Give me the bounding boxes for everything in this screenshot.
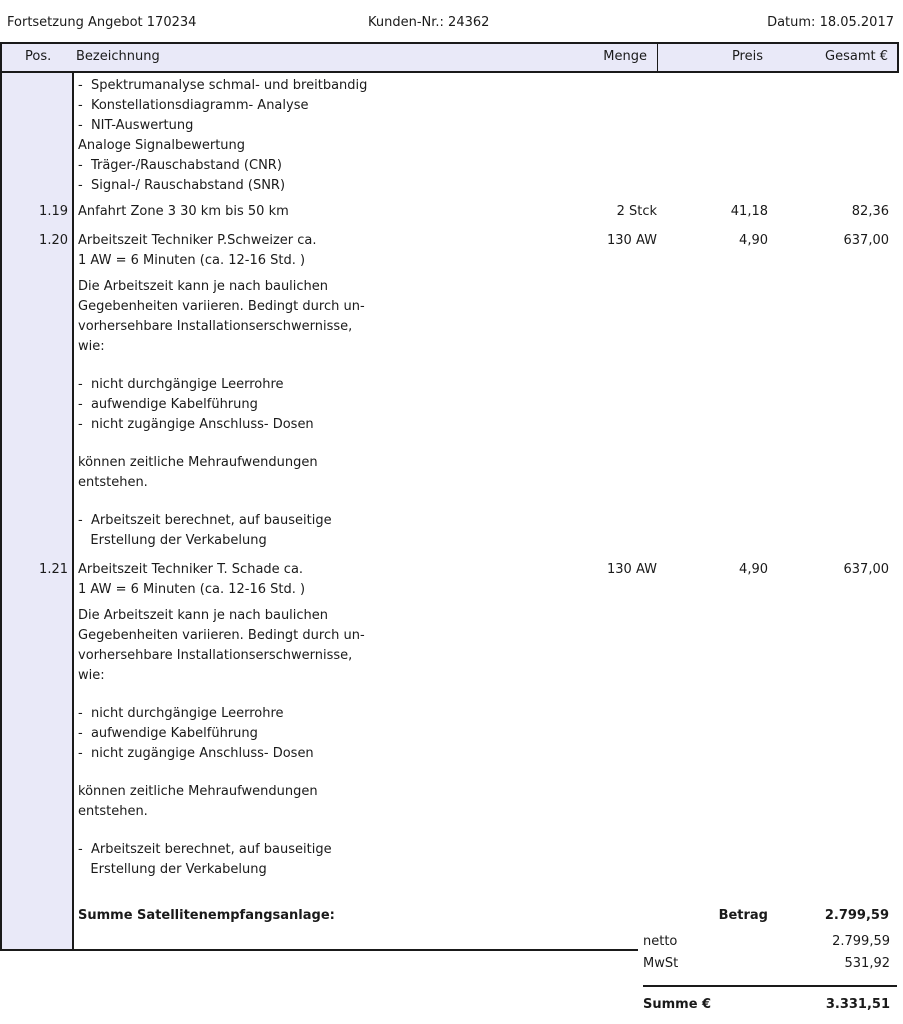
pos-number: 1.19 xyxy=(39,204,68,219)
description-paragraph xyxy=(78,704,903,764)
description-line: - nicht zugängige Anschluss- Dosen xyxy=(78,417,314,432)
total-cell: 637,00 xyxy=(843,562,889,577)
netto-label: netto xyxy=(643,934,678,949)
col-header-menge: Menge xyxy=(603,49,647,64)
description-line: Erstellung der Verkabelung xyxy=(78,862,267,877)
description-line: entstehen. xyxy=(78,804,148,819)
section-sum-row xyxy=(0,906,903,926)
qty-cell: 130 AW xyxy=(607,562,657,577)
description-line: wie: xyxy=(78,668,105,683)
betrag-label: Betrag xyxy=(718,908,768,923)
description-line: - nicht zugängige Anschluss- Dosen xyxy=(78,746,314,761)
description-line: Erstellung der Verkabelung xyxy=(78,533,267,548)
description-line: 1 AW = 6 Minuten (ca. 12-16 Std. ) xyxy=(78,253,306,268)
description-line: - Träger-/Rauschabstand (CNR) xyxy=(78,158,282,173)
table-body xyxy=(0,73,903,949)
description-line: - Spektrumanalyse schmal- und breitbandig xyxy=(78,78,368,93)
col-header-bezeichnung: Bezeichnung xyxy=(76,49,160,64)
total-cell: 82,36 xyxy=(851,204,889,219)
netto-row xyxy=(643,932,897,952)
item-first-line xyxy=(39,231,903,251)
description-paragraph xyxy=(78,375,903,435)
description-line: - NIT-Auswertung xyxy=(78,118,194,133)
price-cell: 41,18 xyxy=(730,204,768,219)
document-date: Datum: 18.05.2017 xyxy=(767,15,894,30)
description-line: Die Arbeitszeit kann je nach baulichen xyxy=(78,279,329,294)
item-description: Anfahrt Zone 3 30 km bis 50 km xyxy=(78,204,289,219)
table-rows xyxy=(0,76,903,880)
qty-cell: 2 Stck xyxy=(616,204,657,219)
description-paragraph xyxy=(78,606,903,686)
table-row xyxy=(0,202,903,222)
betrag-value: 2.799,59 xyxy=(824,908,889,923)
item-description: Arbeitszeit Techniker T. Schade ca. xyxy=(78,562,304,577)
description-line: Gegebenheiten variieren. Bedingt durch un- xyxy=(78,628,365,643)
description-line: wie: xyxy=(78,339,105,354)
table-bottom-border xyxy=(0,949,638,951)
table-row xyxy=(0,560,903,880)
section-sum-label: Summe Satellitenempfangsanlage: xyxy=(78,908,335,923)
qty-cell: 130 AW xyxy=(607,233,657,248)
item-first-line xyxy=(39,560,903,580)
col-header-gesamt: Gesamt € xyxy=(825,49,888,64)
description-line: - aufwendige Kabelführung xyxy=(78,397,258,412)
description-line: können zeitliche Mehraufwendungen xyxy=(78,455,318,470)
description-line: - nicht durchgängige Leerrohre xyxy=(78,377,284,392)
mwst-label: MwSt xyxy=(643,956,679,971)
description-line: entstehen. xyxy=(78,475,148,490)
description-line: - nicht durchgängige Leerrohre xyxy=(78,706,284,721)
description-paragraph xyxy=(78,782,903,822)
description-line: 1 AW = 6 Minuten (ca. 12-16 Std. ) xyxy=(78,582,306,597)
description-line: vorhersehbare Installationserschwernisse, xyxy=(78,648,353,663)
item-first-line xyxy=(39,202,903,222)
customer-number: Kunden-Nr.: 24362 xyxy=(368,15,490,30)
table-row xyxy=(0,231,903,551)
pos-number: 1.20 xyxy=(39,233,68,248)
document-header xyxy=(0,13,903,33)
total-cell: 637,00 xyxy=(843,233,889,248)
table-header-row xyxy=(0,42,899,73)
description-line: Analoge Signalbewertung xyxy=(78,138,246,153)
description-paragraph xyxy=(78,840,903,880)
description-paragraph xyxy=(78,453,903,493)
description-line: - Arbeitszeit berechnet, auf bauseitige xyxy=(78,842,332,857)
header-column-divider xyxy=(657,44,658,71)
continuation-title: Fortsetzung Angebot 170234 xyxy=(7,15,197,30)
description-line: vorhersehbare Installationserschwernisse, xyxy=(78,319,353,334)
grand-total-value: 3.331,51 xyxy=(825,997,890,1012)
grand-total-label: Summe € xyxy=(643,997,712,1012)
description-paragraph xyxy=(78,277,903,357)
price-cell: 4,90 xyxy=(739,233,768,248)
description-line: Die Arbeitszeit kann je nach baulichen xyxy=(78,608,329,623)
mwst-value: 531,92 xyxy=(844,956,890,971)
item-description: Arbeitszeit Techniker P.Schweizer ca. xyxy=(78,233,317,248)
netto-value: 2.799,59 xyxy=(832,934,890,949)
mwst-row xyxy=(643,954,897,974)
totals-divider-rule xyxy=(643,985,897,987)
description-line: - aufwendige Kabelführung xyxy=(78,726,258,741)
description-line: Gegebenheiten variieren. Bedingt durch un- xyxy=(78,299,365,314)
description-line: können zeitliche Mehraufwendungen xyxy=(78,784,318,799)
table-row xyxy=(0,76,903,196)
col-header-pos: Pos. xyxy=(25,49,52,64)
totals-block xyxy=(643,932,897,1024)
description-paragraph xyxy=(78,511,903,551)
price-cell: 4,90 xyxy=(739,562,768,577)
col-header-preis: Preis xyxy=(731,49,763,64)
description-line: - Signal-/ Rauschabstand (SNR) xyxy=(78,178,286,193)
grand-total-row xyxy=(643,995,897,1015)
description-line: - Arbeitszeit berechnet, auf bauseitige xyxy=(78,513,332,528)
description-line: - Konstellationsdiagramm- Analyse xyxy=(78,98,309,113)
pos-number: 1.21 xyxy=(39,562,68,577)
